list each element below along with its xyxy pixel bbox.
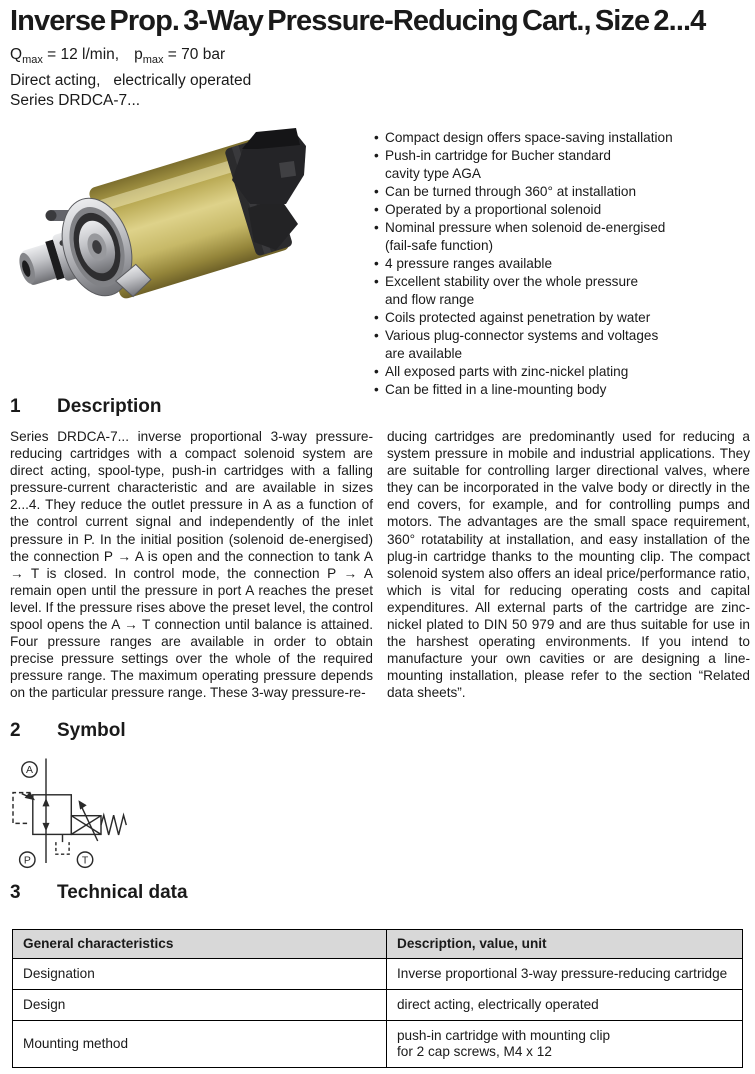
- section-symbol-heading: [10, 720, 126, 742]
- hydraulic-symbol: [2, 753, 189, 874]
- section-description-heading: [10, 396, 162, 418]
- pmax-symbol: p: [134, 46, 143, 63]
- feature-text: Nominal pressure when solenoid de-energised (fail-safe function): [385, 220, 666, 253]
- valve-box: [33, 795, 72, 835]
- section-technical-heading: [10, 882, 188, 904]
- row-label: Mounting method: [13, 1021, 387, 1068]
- table-row: [13, 990, 743, 1021]
- row-label: Designation: [13, 959, 387, 990]
- spring-symbol: [101, 815, 126, 835]
- feature-item: [374, 363, 752, 381]
- bullet-icon: •: [374, 274, 379, 289]
- table-row: [13, 959, 743, 990]
- feature-item: [374, 381, 752, 399]
- feature-text: 4 pressure ranges available: [385, 256, 553, 271]
- arrow-down: [42, 823, 49, 831]
- subtitle-block: [10, 45, 251, 112]
- bullet-icon: •: [374, 148, 379, 163]
- arrow-up: [42, 798, 49, 806]
- product-photo: [8, 116, 360, 394]
- section-title: Symbol: [57, 720, 126, 741]
- port-a-label: A: [26, 765, 33, 777]
- technical-data-table: [12, 929, 743, 1068]
- port-t-label: T: [81, 855, 89, 867]
- blocked-tank-line: [56, 842, 69, 854]
- section-number: 3: [10, 882, 21, 903]
- pmax-value: = 70 bar: [163, 46, 226, 63]
- row-value: push-in cartridge with mounting clip for 2 cap screws, M4 x 12: [387, 1021, 743, 1068]
- feature-text: Operated by a proportional solenoid: [385, 202, 602, 217]
- row-label: Design: [13, 990, 387, 1021]
- header-general-characteristics: General characteristics: [13, 930, 387, 959]
- row-value: Inverse proportional 3-way pressure-reducing cartridge: [387, 959, 743, 990]
- feature-text: Compact design offers space-saving installation: [385, 130, 673, 145]
- feature-item: [374, 309, 752, 327]
- feature-item: [374, 183, 752, 201]
- feature-item: [374, 255, 752, 273]
- bullet-icon: •: [374, 130, 379, 145]
- spec-line: [10, 45, 251, 71]
- feature-item: [374, 273, 752, 309]
- bullet-icon: •: [374, 256, 379, 271]
- header-description-value-unit: Description, value, unit: [387, 930, 743, 959]
- table-header-row: [13, 930, 743, 959]
- bullet-icon: •: [374, 328, 379, 343]
- feature-text: All exposed parts with zinc-nickel plating: [385, 364, 629, 379]
- section-title: Technical data: [57, 882, 188, 903]
- description-col-right: ducing cartridges are predominantly used for reducing a system pressure in mobile and industrial applications. They are suitable for controlling larger directional valves, where they can be incorporated in the valve body or directly in the end covers, for example, and for controlling pumps and motors. The advantages are the small space requirement, 360° rotatability at installation, and easy installation of the plug-in cartridge thanks to the mounting clip. The compact solenoid system also offers an ideal price/performance ratio, which is vital for reducing operating costs and capital expenditures. All external parts of the cartridge are zinc-nickel plated to DIN 50 979 and are thus suitable for use in the harshest operating environments. If you intend to manufacture your own cavities or are designing a line-mounting installation, please refer to the section “Related data sheets”.: [387, 429, 750, 701]
- bullet-icon: •: [374, 184, 379, 199]
- subtitle-series: Series DRDCA-7...: [10, 92, 141, 110]
- feature-item: [374, 147, 752, 183]
- table-row: [13, 1021, 743, 1068]
- electrical-connector: [232, 128, 306, 204]
- qmax-value: = 12 l/min,: [42, 46, 120, 63]
- features-list: [374, 129, 752, 399]
- feature-text: Push-in cartridge for Bucher standard cavity type AGA: [385, 148, 611, 181]
- section-number: 1: [10, 396, 21, 417]
- qmax-symbol: Q: [10, 46, 23, 63]
- description-columns: [10, 428, 750, 702]
- feature-text: Can be turned through 360° at installation: [385, 184, 637, 199]
- qmax-subscript: max: [22, 54, 43, 67]
- bullet-icon: •: [374, 220, 379, 235]
- feature-item: [374, 201, 752, 219]
- section-title: Description: [57, 396, 162, 417]
- row-value: direct acting, electrically operated: [387, 990, 743, 1021]
- page-title: Inverse Prop. 3-Way Pressure-Reducing Cart., Size 2...4: [10, 5, 706, 37]
- feature-text: Can be fitted in a line-mounting body: [385, 382, 607, 397]
- feature-item: [374, 327, 752, 363]
- bullet-icon: •: [374, 364, 379, 379]
- description-col-left: Series DRDCA-7... inverse proportional 3-way pressure-reducing cartridges with a compact solenoid system are direct acting, spool-type, push-in cartridges with a falling pressure-current characteristic and are available in sizes 2...4. They reduce the outlet pressure in A as a function of the control current signal and independently of the inlet pressure in P. In the initial position (solenoid de-energised) the connection P → A is open and the connection to tank A → T is closed. In control mode, the connection P → A remain open until the pressure in port A reaches the preset level. If the pressure rises above the preset level, the control spool opens the A → T connection until balance is attained. Four pressure ranges are available in order to obtain precise pressure settings over the whole of the required pressure range. The maximum operating pressure depends on the particular pressure range. These 3-way pressure-re-: [10, 429, 373, 701]
- bullet-icon: •: [374, 310, 379, 325]
- feature-item: [374, 129, 752, 147]
- feature-text: Coils protected against penetration by water: [385, 310, 651, 325]
- subtitle-operation: Direct acting, electrically operated: [10, 71, 252, 89]
- bullet-icon: •: [374, 202, 379, 217]
- feature-text: Various plug-connector systems and voltages are available: [385, 328, 659, 361]
- feature-text: Excellent stability over the whole pressure and flow range: [385, 274, 639, 307]
- section-number: 2: [10, 720, 21, 741]
- pmax-subscript: max: [142, 54, 164, 67]
- feature-item: [374, 219, 752, 255]
- bullet-icon: •: [374, 382, 379, 397]
- port-p-label: P: [23, 855, 31, 867]
- table-body: [13, 959, 743, 1068]
